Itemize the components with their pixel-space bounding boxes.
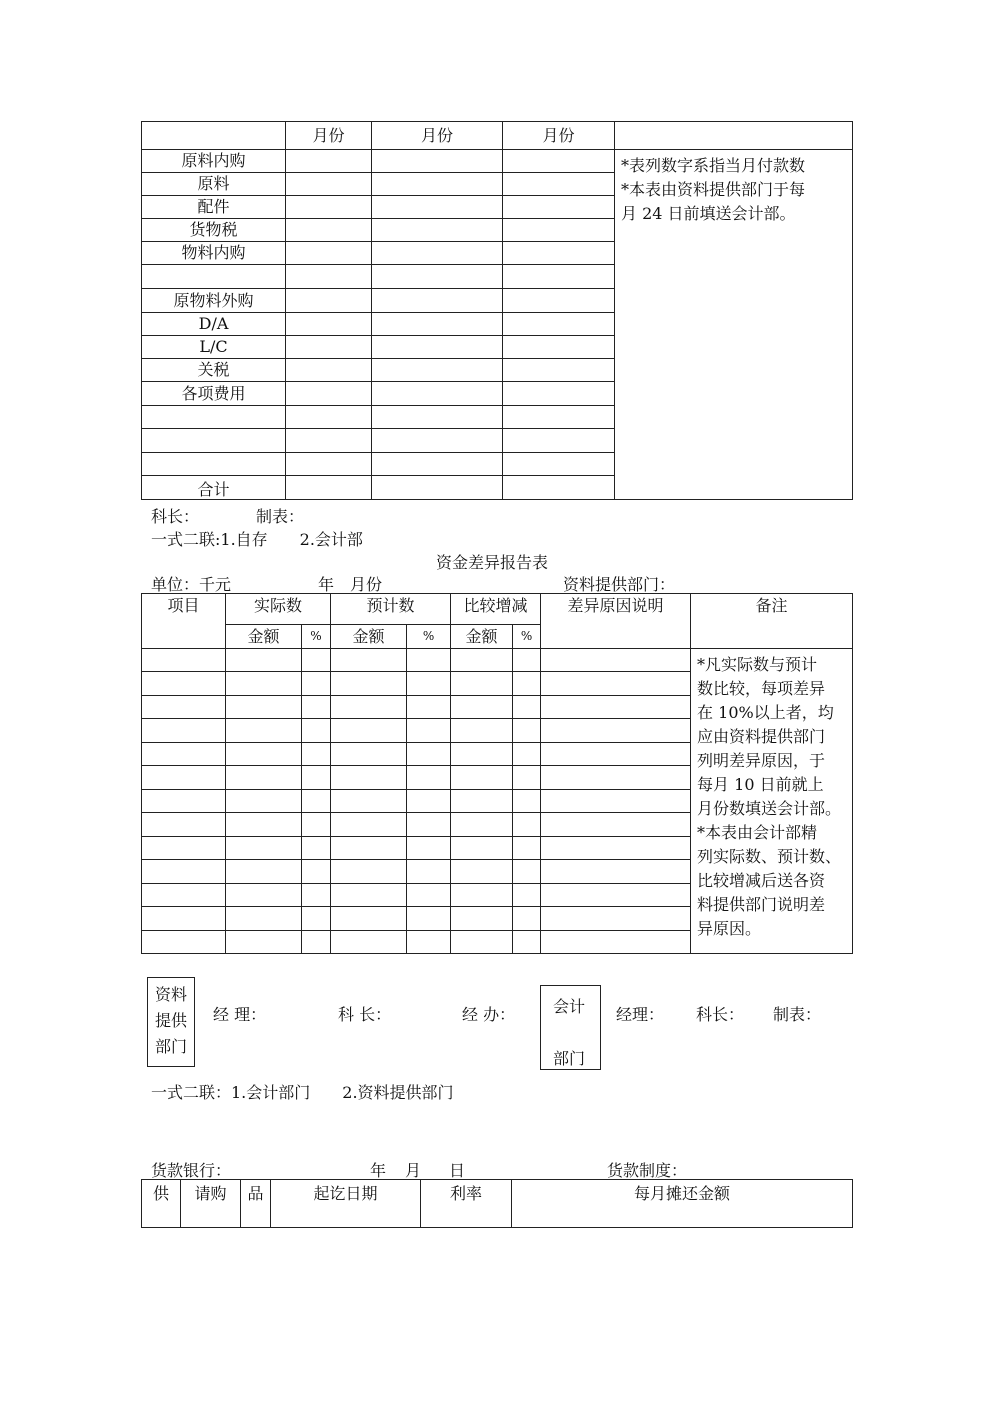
sub-amount: 金额 (451, 625, 513, 649)
cell (372, 196, 503, 219)
cell (302, 860, 331, 884)
col-change: 比较增减 (451, 594, 541, 625)
cell (226, 790, 302, 813)
cell (503, 382, 615, 406)
variance-table (141, 593, 853, 954)
cell (286, 406, 372, 429)
col-budget: 预计数 (331, 594, 451, 625)
cell (451, 696, 513, 719)
header-month-1: 月份 (286, 122, 372, 150)
cell (541, 743, 691, 766)
sub-amount: 金额 (331, 625, 407, 649)
accounting-box-top: 会计 (553, 997, 586, 1016)
cell (503, 150, 615, 173)
cell (451, 743, 513, 766)
cell (407, 907, 451, 931)
cell (541, 813, 691, 837)
cell (331, 884, 407, 907)
cell (372, 265, 503, 289)
cell (286, 313, 372, 336)
cell (513, 837, 541, 860)
cell (286, 173, 372, 196)
sub-pct: % (302, 625, 331, 649)
cell (513, 766, 541, 790)
col-supplier: 供 (142, 1180, 181, 1228)
row-label: 各项费用 (142, 382, 286, 406)
row-label (142, 429, 286, 453)
cell (286, 265, 372, 289)
col-remark: 备注 (691, 594, 853, 649)
cell (331, 672, 407, 696)
cell (331, 743, 407, 766)
copies-note-2: 一式二联：1.会计部门 2.资料提供部门 (151, 1083, 454, 1102)
cell (302, 790, 331, 813)
cell (503, 242, 615, 265)
cell (503, 476, 615, 500)
cell (407, 837, 451, 860)
cell (503, 313, 615, 336)
cell (407, 719, 451, 743)
row-label: 原料 (142, 173, 286, 196)
cell (503, 173, 615, 196)
row-label (142, 453, 286, 476)
row-label: 原料内购 (142, 150, 286, 173)
cell (286, 476, 372, 500)
header-blank (142, 122, 286, 150)
cell (286, 196, 372, 219)
cell (302, 696, 331, 719)
cell (226, 813, 302, 837)
cell (286, 336, 372, 359)
cell (331, 907, 407, 931)
cell (286, 382, 372, 406)
cell (407, 766, 451, 790)
cell (331, 766, 407, 790)
cell (331, 837, 407, 860)
accounting-dept-box (540, 985, 601, 1070)
cell (226, 860, 302, 884)
cell (541, 696, 691, 719)
approval-manager: 经 理： (213, 1005, 267, 1024)
cell (372, 359, 503, 382)
cell (142, 907, 226, 931)
row-label: 原物料外购 (142, 289, 286, 313)
cell (407, 672, 451, 696)
col-reason: 差异原因说明 (541, 594, 691, 649)
cell (513, 672, 541, 696)
cell (513, 884, 541, 907)
signature-chief: 科长： (151, 507, 200, 526)
approval-chief-2: 科长： (696, 1005, 745, 1024)
cell (541, 884, 691, 907)
cell (142, 696, 226, 719)
cell (142, 813, 226, 837)
cell (503, 453, 615, 476)
cell (372, 453, 503, 476)
cell (286, 429, 372, 453)
row-label: D/A (142, 313, 286, 336)
loan-system-label: 货款制度： (607, 1161, 688, 1180)
cell (302, 931, 331, 954)
row-label: 货物税 (142, 219, 286, 242)
provider-label: 资料提供部门： (563, 575, 676, 594)
cell (302, 884, 331, 907)
cell (142, 672, 226, 696)
row-label: 物料内购 (142, 242, 286, 265)
report-title: 资金差异报告表 (436, 553, 549, 572)
cell (513, 696, 541, 719)
cell (372, 382, 503, 406)
cell (142, 931, 226, 954)
sub-pct: % (407, 625, 451, 649)
sub-pct: % (513, 625, 541, 649)
cell (503, 265, 615, 289)
year-label: 年 (318, 575, 335, 594)
cell (372, 289, 503, 313)
cell (372, 150, 503, 173)
cell (226, 743, 302, 766)
cell (331, 790, 407, 813)
cell (503, 336, 615, 359)
cell (513, 931, 541, 954)
cell (451, 860, 513, 884)
cell (407, 649, 451, 672)
cell (226, 696, 302, 719)
cell (451, 931, 513, 954)
cell (513, 907, 541, 931)
cell (541, 860, 691, 884)
cell (286, 453, 372, 476)
cell (331, 696, 407, 719)
cell (142, 790, 226, 813)
loan-bank-label: 货款银行： (151, 1161, 232, 1180)
cell (541, 931, 691, 954)
cell (451, 766, 513, 790)
cell (331, 813, 407, 837)
cell (513, 813, 541, 837)
cell (407, 860, 451, 884)
cell (513, 743, 541, 766)
signature-preparer: 制表： (256, 507, 305, 526)
cell (302, 672, 331, 696)
row-label: 配件 (142, 196, 286, 219)
row-label-total: 合计 (142, 476, 286, 500)
cell (226, 719, 302, 743)
header-month-2: 月份 (372, 122, 503, 150)
cell (142, 719, 226, 743)
provider-dept-box: 资料 提供 部门 (147, 977, 195, 1067)
cell (226, 766, 302, 790)
cell (302, 649, 331, 672)
cell (226, 931, 302, 954)
col-actual: 实际数 (226, 594, 331, 625)
cell (541, 837, 691, 860)
cell (286, 219, 372, 242)
cell (513, 719, 541, 743)
cell (302, 813, 331, 837)
cell (503, 406, 615, 429)
cell (407, 790, 451, 813)
cell (331, 860, 407, 884)
cell (286, 359, 372, 382)
cell (407, 813, 451, 837)
loan-table (141, 1179, 853, 1228)
cell (226, 649, 302, 672)
cell (541, 766, 691, 790)
cell (372, 429, 503, 453)
cell (302, 907, 331, 931)
cell (286, 242, 372, 265)
unit-label: 单位：千元 (151, 575, 232, 594)
cell (372, 476, 503, 500)
cell (451, 672, 513, 696)
cell (503, 289, 615, 313)
cell (513, 860, 541, 884)
loan-year: 年 (370, 1161, 387, 1180)
cell (513, 790, 541, 813)
header-note-blank (615, 122, 853, 150)
cell (541, 719, 691, 743)
cell (451, 837, 513, 860)
cell (372, 219, 503, 242)
approval-handler: 经 办： (462, 1005, 516, 1024)
approval-chief: 科 长： (338, 1005, 392, 1024)
cell (451, 813, 513, 837)
cell (451, 907, 513, 931)
cell (503, 429, 615, 453)
cell (142, 884, 226, 907)
col-rate: 利率 (421, 1180, 512, 1228)
cell (541, 649, 691, 672)
loan-day: 日 (449, 1161, 466, 1180)
cell (226, 907, 302, 931)
cell (451, 719, 513, 743)
cell (302, 743, 331, 766)
cell (302, 837, 331, 860)
cell (372, 313, 503, 336)
col-item: 项目 (142, 594, 226, 649)
cell (503, 196, 615, 219)
row-label (142, 265, 286, 289)
col-product: 品 (241, 1180, 271, 1228)
cell (541, 672, 691, 696)
cell (372, 336, 503, 359)
cell (451, 884, 513, 907)
approval-manager-2: 经理： (616, 1005, 665, 1024)
cell (541, 907, 691, 931)
cell (331, 649, 407, 672)
col-requisition: 请购 (181, 1180, 241, 1228)
col-monthly-repayment: 每月摊还金额 (512, 1180, 853, 1228)
cell (142, 766, 226, 790)
cell (541, 790, 691, 813)
cell (331, 931, 407, 954)
cell (286, 289, 372, 313)
cell (142, 649, 226, 672)
cell (407, 743, 451, 766)
approval-preparer-2: 制表： (773, 1005, 822, 1024)
cell (331, 719, 407, 743)
month-label: 月份 (350, 575, 383, 594)
cell (513, 649, 541, 672)
copies-note-1: 一式二联:1.自存 2.会计部 (151, 530, 363, 549)
cell (226, 672, 302, 696)
sub-amount: 金额 (226, 625, 302, 649)
cell (142, 743, 226, 766)
cell (372, 173, 503, 196)
cell (226, 884, 302, 907)
cell (451, 649, 513, 672)
cell (451, 790, 513, 813)
cell (372, 406, 503, 429)
cell (302, 766, 331, 790)
cell (286, 150, 372, 173)
variance-note: *凡实际数与预计 数比较，每项差异 在 10%以上者，均 应由资料提供部门 列明差异原因，于 每月 10 日前就上 月份数填送会计部。 *本表由会计部精 列实际数、预计数、 比较增减后送各资 料提供部门说明差 异原因。 (691, 649, 853, 954)
row-label: 关税 (142, 359, 286, 382)
cell (503, 359, 615, 382)
cell (503, 219, 615, 242)
accounting-box-bottom: 部门 (553, 1049, 586, 1068)
col-period: 起讫日期 (271, 1180, 421, 1228)
cell (302, 719, 331, 743)
payment-table (141, 121, 853, 500)
cell (407, 696, 451, 719)
cell (142, 837, 226, 860)
cell (407, 884, 451, 907)
cell (372, 242, 503, 265)
row-label: L/C (142, 336, 286, 359)
loan-month: 月 (405, 1161, 422, 1180)
payment-note: *表列数字系指当月付款数 *本表由资料提供部门于每 月 24 日前填送会计部。 (615, 150, 853, 500)
header-month-3: 月份 (503, 122, 615, 150)
row-label (142, 406, 286, 429)
cell (407, 931, 451, 954)
cell (226, 837, 302, 860)
cell (142, 860, 226, 884)
